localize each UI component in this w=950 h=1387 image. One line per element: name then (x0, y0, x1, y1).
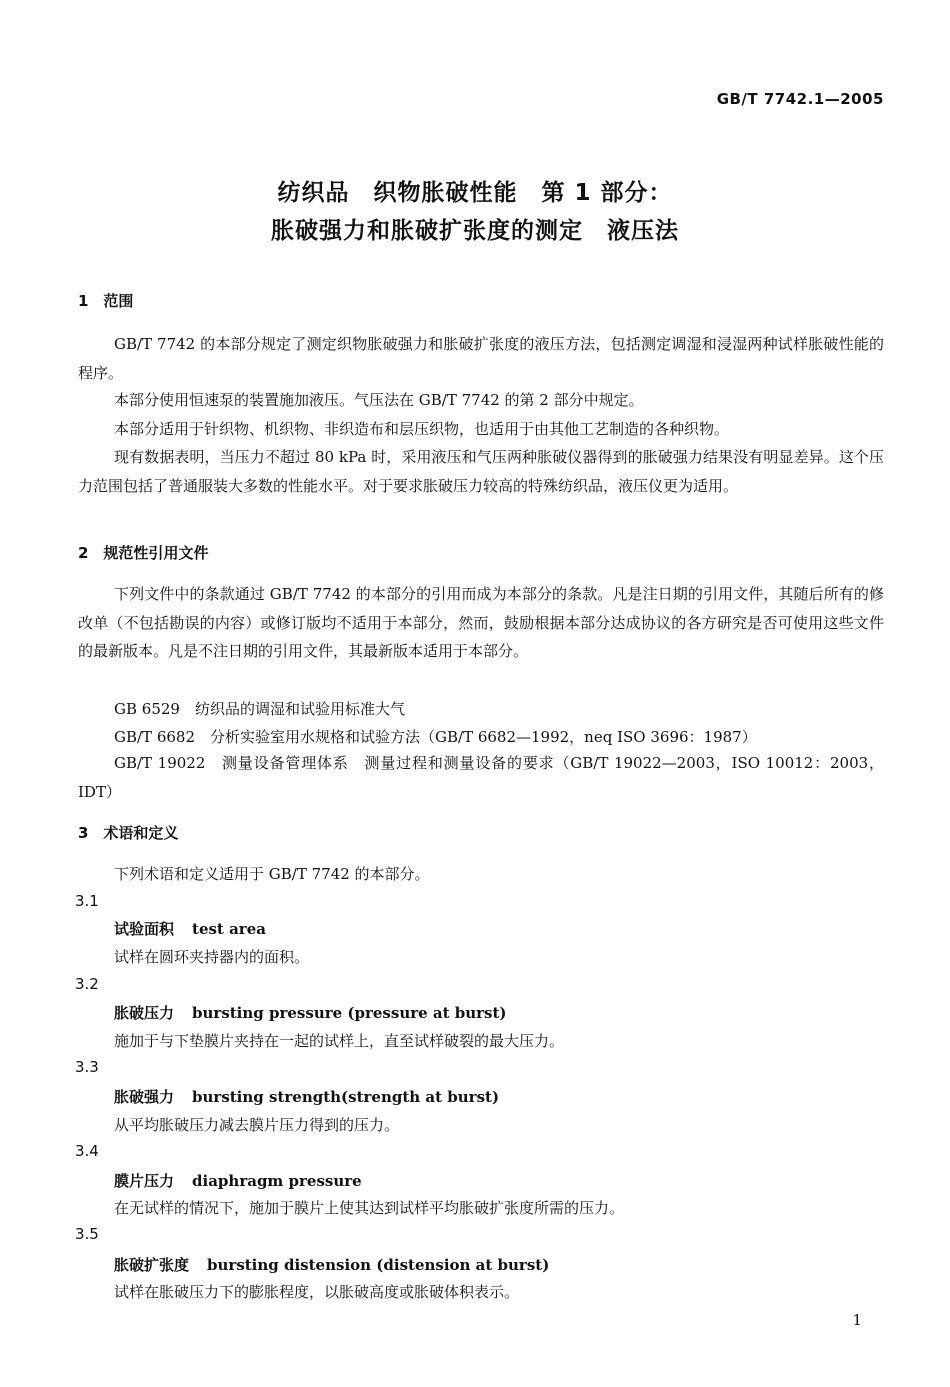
term-zh: 胀破强力 (114, 1088, 175, 1106)
reference-gb6529: GB 6529 纺织品的调湿和试验用标准大气 (114, 700, 405, 718)
term-zh: 试验面积 (114, 920, 175, 938)
term-definition: 在无试样的情况下，施加于膜片上使其达到试样平均胀破扩张度所需的压力。 (114, 1199, 625, 1217)
term-number: 3.3 (75, 1058, 99, 1076)
term-number: 3.5 (75, 1225, 99, 1243)
reference-gbt19022: GB/T 19022 测量设备管理体系 测量过程和测量设备的要求（GB/T 19022—2003，ISO 10012：2003，IDT） (78, 754, 884, 801)
section-1-paragraph-2: 本部分使用恒速泵的装置施加液压。气压法在 GB/T 7742 的第 2 部分中规定。 (114, 391, 644, 409)
term-heading (114, 1086, 499, 1107)
section-2-heading: 2 规范性引用文件 (78, 544, 209, 562)
term-heading (114, 1002, 507, 1023)
term-definition: 试样在圆环夹持器内的面积。 (114, 948, 310, 966)
section-3-heading: 3 术语和定义 (78, 824, 179, 842)
term-definition: 试样在胀破压力下的膨胀程度，以胀破高度或胀破体积表示。 (114, 1283, 520, 1301)
term-heading (114, 918, 266, 939)
term-zh: 膜片压力 (114, 1172, 175, 1190)
term-zh: 胀破压力 (114, 1004, 175, 1022)
section-1-paragraph-3: 本部分适用于针织物、机织物、非织造布和层压织物，也适用于由其他工艺制造的各种织物。 (114, 420, 730, 438)
term-heading (114, 1170, 362, 1191)
reference-gbt6682: GB/T 6682 分析实验室用水规格和试验方法（GB/T 6682—1992，neq ISO 3696：1987） (114, 728, 757, 746)
section-1-paragraph-1: GB/T 7742 的本部分规定了测定织物胀破强力和胀破扩张度的液压方法，包括测定调湿和浸湿两种试样胀破性能的程序。 (78, 335, 884, 382)
page-number: 1 (852, 1311, 862, 1329)
term-zh: 胀破扩张度 (114, 1256, 190, 1274)
term-definition: 从平均胀破压力减去膜片压力得到的压力。 (114, 1116, 400, 1134)
section-3-intro: 下列术语和定义适用于 GB/T 7742 的本部分。 (114, 865, 430, 883)
term-en: test area (192, 920, 266, 938)
term-en: bursting distension (distension at burst) (207, 1256, 550, 1274)
title-line-2: 胀破强力和胀破扩张度的测定 液压法 (271, 218, 679, 244)
term-number: 3.2 (75, 975, 99, 993)
term-number: 3.4 (75, 1142, 99, 1160)
term-definition: 施加于与下垫膜片夹持在一起的试样上，直至试样破裂的最大压力。 (114, 1032, 565, 1050)
term-en: diaphragm pressure (192, 1172, 362, 1190)
section-1-heading: 1 范围 (78, 292, 134, 310)
standard-code: GB/T 7742.1—2005 (716, 90, 884, 108)
term-number: 3.1 (75, 892, 99, 910)
term-en: bursting strength(strength at burst) (192, 1088, 500, 1106)
section-2-paragraph-1: 下列文件中的条款通过 GB/T 7742 的本部分的引用而成为本部分的条款。凡是注日期的引用文件，其随后所有的修改单（不包括勘误的内容）或修订版均不适用于本部分，然而，鼓励根据本部分达成协议的各方研究是否可使用这些文件的最新版本。凡是不注日期的引用文件，其最新版本适用于本部分。 (78, 585, 884, 660)
term-en: bursting pressure (pressure at burst) (192, 1004, 507, 1022)
section-1-paragraph-4: 现有数据表明，当压力不超过 80 kPa 时，采用液压和气压两种胀破仪器得到的胀破强力结果没有明显差异。这个压力范围包括了普通服装大多数的性能水平。对于要求胀破压力较高的特殊纺织品，液压仪更为适用。 (78, 448, 884, 495)
title-line-1: 纺织品 织物胀破性能 第 1 部分： (277, 180, 673, 206)
term-heading (114, 1254, 549, 1275)
